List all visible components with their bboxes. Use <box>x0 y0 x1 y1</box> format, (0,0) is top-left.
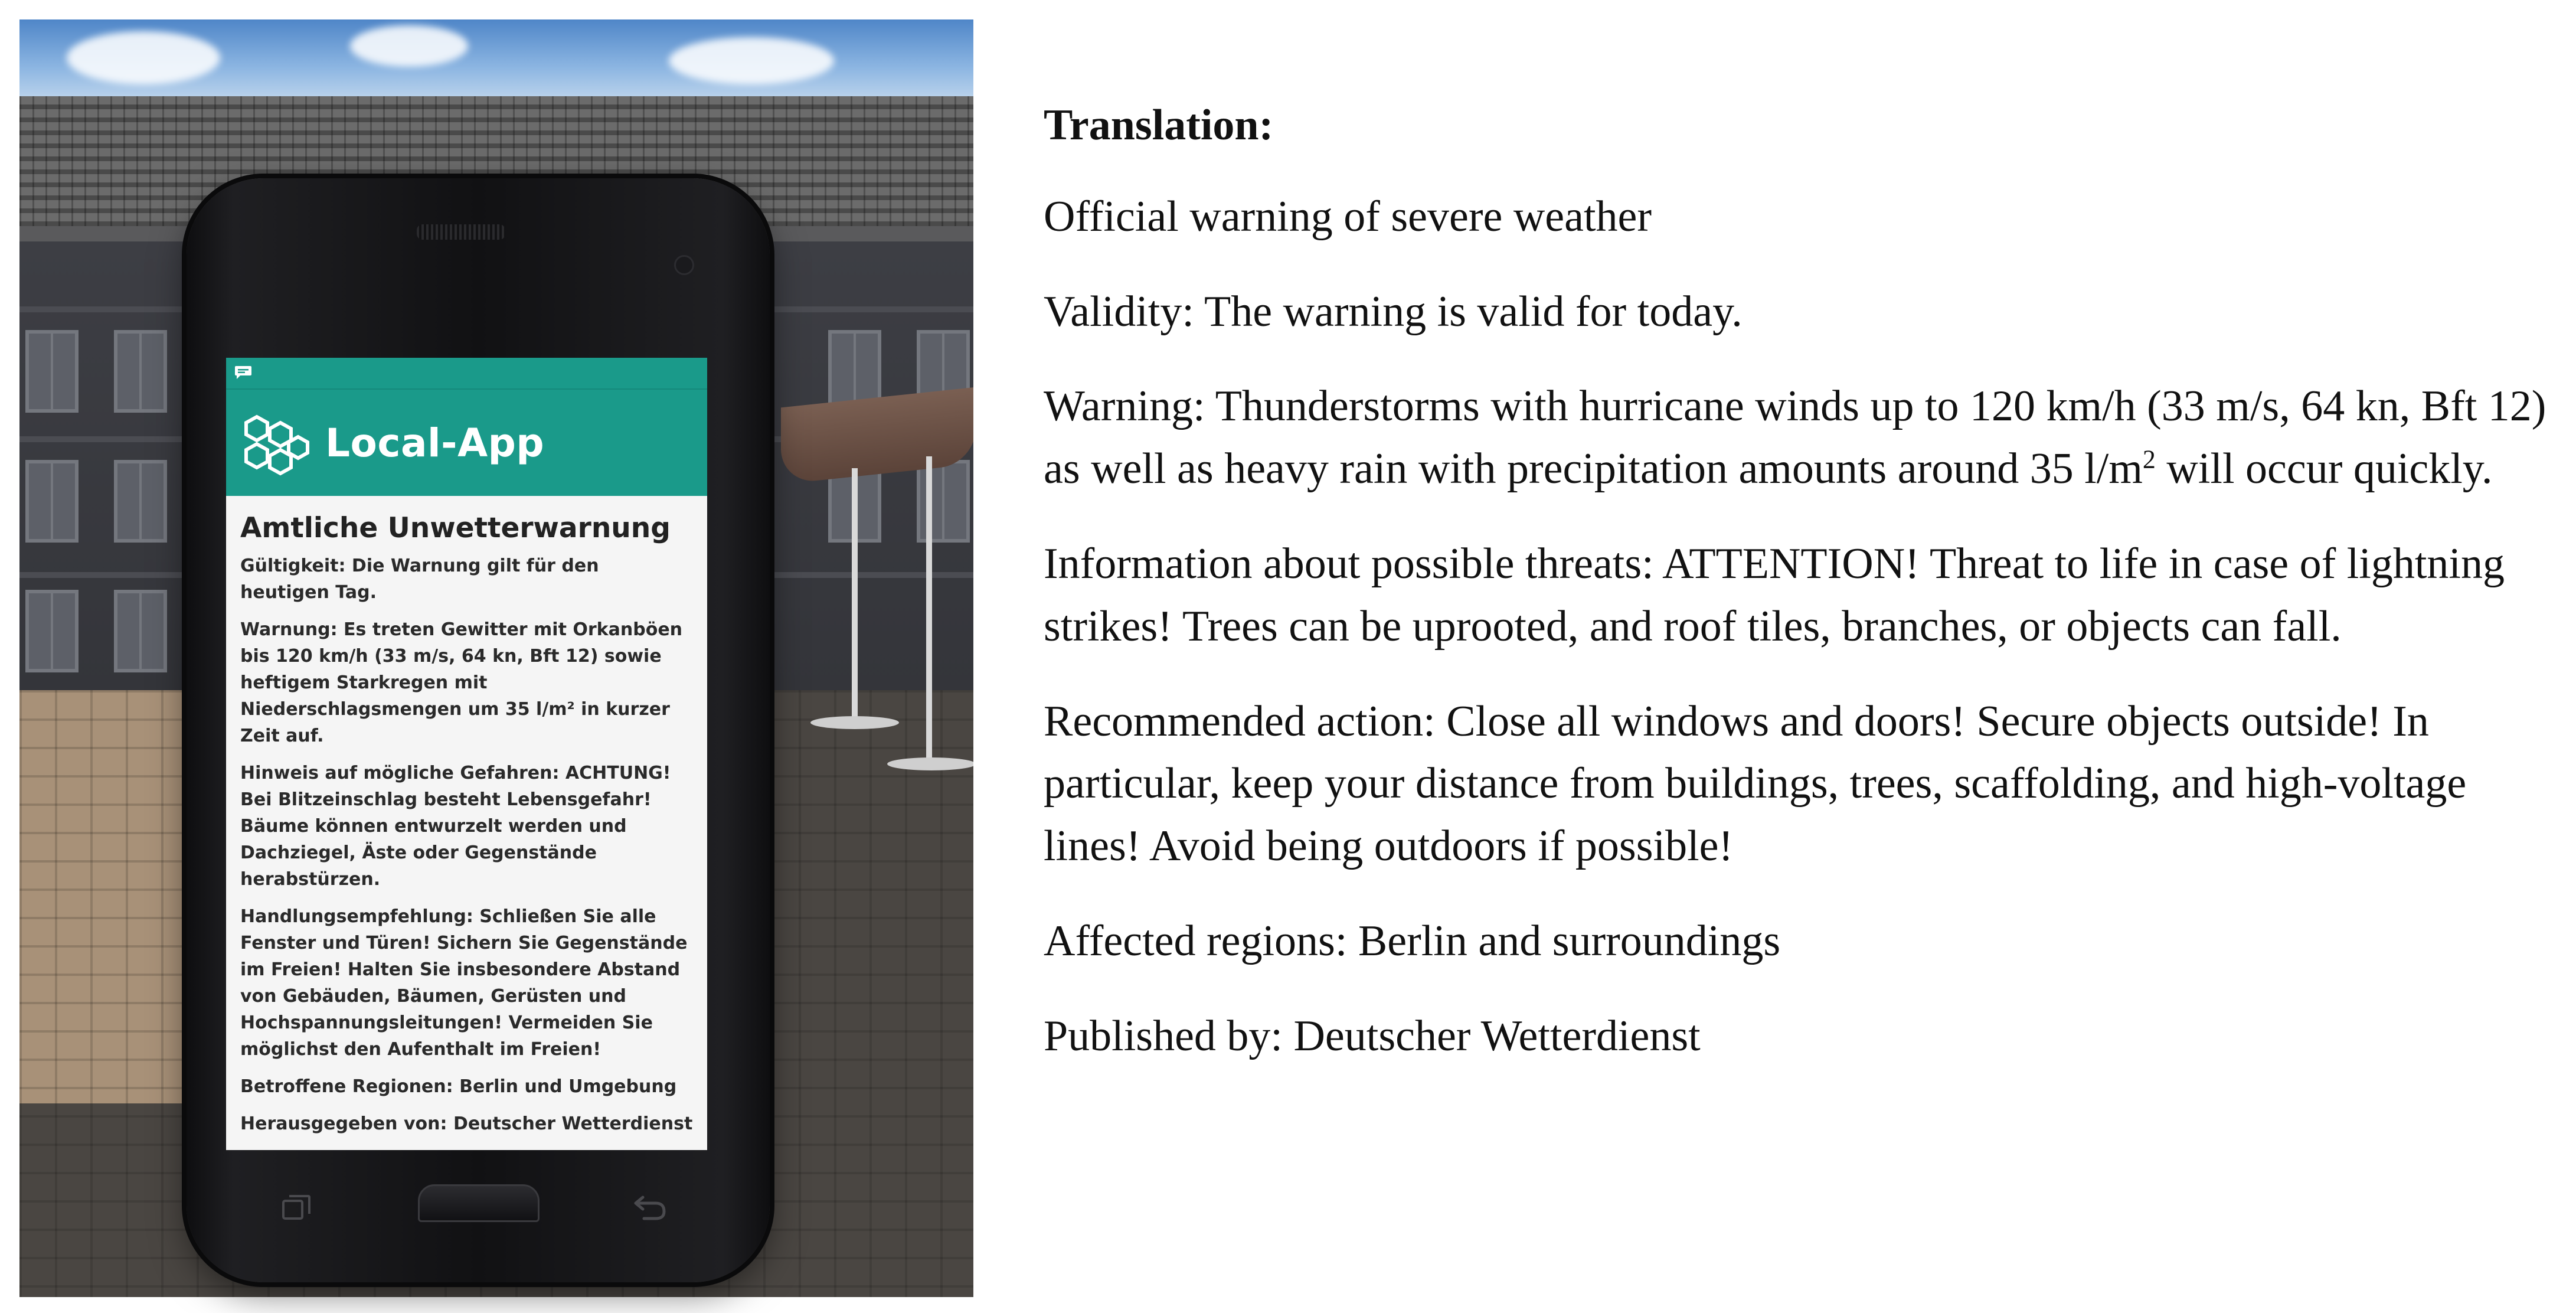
translation-warning-text: Warning: Thunderstorms with hurricane winds up to 120 km/h (33 m/s, 64 kn, Bft 12) as well as heavy rain with precipitation amounts around 35 l/m <box>1044 382 2546 494</box>
status-bar <box>226 358 707 388</box>
building-window <box>114 590 167 672</box>
message-icon <box>234 365 252 380</box>
translation-warning-end: will occur quickly. <box>2155 445 2493 494</box>
building-window <box>25 460 79 543</box>
hexagon-logo-icon <box>239 413 310 478</box>
building-window <box>114 460 167 543</box>
translation-threats: Information about possible threats: ATTENTION! Threat to life in case of lightning strikes! Trees can be uprooted, and roof tiles, branches, or objects can fall. <box>1044 540 2505 651</box>
phone-screen <box>226 358 707 1150</box>
alert-threats: Hinweis auf mögliche Gefahren: ACHTUNG! Bei Blitzeinschlag besteht Lebensgefahr! Bäume können entwurzelt werden und Dachziegel, Äste oder Gegenstände herabstürzen. <box>240 763 671 890</box>
recent-apps-icon[interactable] <box>281 1194 312 1221</box>
translation-warning <box>1044 375 2555 501</box>
translation-title: Official warning of severe weather <box>1044 192 1652 241</box>
cloud <box>669 37 834 84</box>
umbrella-base <box>887 757 973 770</box>
alert-regions: Betroffene Regionen: Berlin und Umgebung <box>240 1076 677 1098</box>
cloud <box>350 25 468 67</box>
home-button[interactable] <box>418 1184 540 1222</box>
alert-warning: Warnung: Es treten Gewitter mit Orkanböen bis 120 km/h (33 m/s, 64 kn, Bft 12) sowie heftigem Starkregen mit Niederschlagsmengen um 35 l/m² in kurzer Zeit auf. <box>240 619 683 747</box>
app-header <box>226 388 707 496</box>
building-window <box>25 330 79 413</box>
alert-publisher: Herausgegeben von: Deutscher Wetterdienst <box>240 1113 693 1135</box>
umbrella-pole <box>926 456 932 763</box>
building-window <box>917 460 970 543</box>
alert-validity: Gültigkeit: Die Warnung gilt für den heutigen Tag. <box>240 556 599 603</box>
squared-superscript: 2 <box>2142 445 2156 474</box>
translation-panel <box>1044 99 2555 1100</box>
translation-regions: Affected regions: Berlin and surroundings <box>1044 917 1781 966</box>
translation-validity: Validity: The warning is valid for today. <box>1044 287 1743 336</box>
umbrella-base <box>810 716 899 729</box>
back-arrow-icon[interactable] <box>632 1191 668 1222</box>
cloud <box>67 31 220 84</box>
alert-action: Handlungsempfehlung: Schließen Sie alle Fenster und Türen! Sichern Sie Gegenstände im Freien! Halten Sie insbesondere Abstand von Gebäuden, Bäumen, Gerüsten und Hochspannungsleitungen! Vermeiden Sie möglichst den Aufenthalt im Freien! <box>240 906 688 1060</box>
building-window <box>114 330 167 413</box>
umbrella-pole <box>852 468 858 722</box>
app-title: Local-App <box>325 420 545 466</box>
front-camera <box>674 255 694 275</box>
translation-action: Recommended action: Close all windows and doors! Secure objects outside! In particular, keep your distance from buildings, trees, scaffolding, and high-voltage lines! Avoid being outdoors if possible! <box>1044 697 2467 871</box>
translation-publisher: Published by: Deutscher Wetterdienst <box>1044 1011 1701 1060</box>
translation-heading: Translation: <box>1044 101 1274 149</box>
smartphone <box>187 178 770 1282</box>
alert-title: Amtliche Unwetterwarnung <box>240 512 671 544</box>
sky <box>19 19 973 108</box>
building-window <box>25 590 79 672</box>
warning-content <box>226 496 707 1137</box>
earpiece-speaker <box>417 224 505 240</box>
